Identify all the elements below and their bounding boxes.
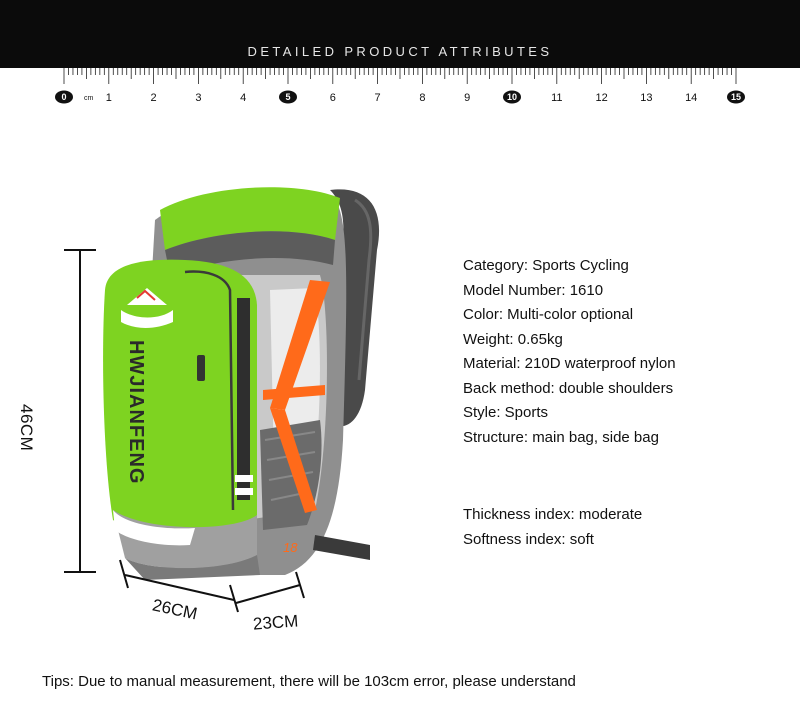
softness-index: Softness index: soft: [463, 530, 594, 548]
attribute-color: Color: Multi-color optional: [463, 306, 634, 323]
tips-note: Tips: Due to manual measurement, there will be 103cm error, please understand: [42, 673, 576, 690]
attribute-model-number: Model Number: 1610: [463, 281, 604, 299]
ruler-number-9: 9: [464, 92, 471, 104]
attribute-structure: Structure: main bag, side bag: [463, 428, 659, 446]
ruler-number-2: 2: [150, 92, 157, 104]
ruler-number-6: 6: [329, 92, 336, 104]
ruler-unit: cm: [84, 95, 94, 102]
ruler-number-11: 11: [551, 92, 563, 104]
attribute-weight: Weight: 0.65kg: [463, 330, 563, 348]
ruler-number-1: 1: [105, 92, 112, 104]
ruler-number-5: 5: [285, 92, 291, 102]
ruler-number-10: 10: [506, 92, 518, 102]
header-title: DETAILED PRODUCT ATTRIBUTES: [247, 44, 553, 59]
attribute-material: Material: 210D waterproof nylon: [463, 355, 676, 372]
ruler-number-15: 15: [730, 92, 742, 102]
ruler-number-3: 3: [195, 92, 202, 104]
ruler-number-7: 7: [374, 92, 381, 104]
attribute-style: Style: Sports: [463, 404, 549, 421]
ruler-number-14: 14: [685, 92, 698, 104]
thickness-index: Thickness index: moderate: [463, 506, 643, 523]
ruler-number-12: 12: [595, 92, 608, 104]
ruler-number-8: 8: [419, 92, 426, 104]
attribute-category: Category: Sports Cycling: [463, 257, 629, 274]
height-dimension-label: 46CM: [17, 404, 36, 452]
attributes-list: [463, 254, 783, 450]
attribute-back-method: Back method: double shoulders: [463, 379, 674, 397]
ruler-number-0: 0: [61, 92, 67, 102]
depth-dimension-label: 23CM: [252, 611, 299, 634]
index-list: [463, 503, 783, 552]
ruler-number-13: 13: [640, 92, 653, 104]
ruler-number-4: 4: [240, 92, 247, 104]
brand-text: HWJIANFENG: [125, 340, 147, 485]
width-dimension-label: 26CM: [150, 595, 199, 624]
model-badge: 18: [283, 540, 298, 555]
